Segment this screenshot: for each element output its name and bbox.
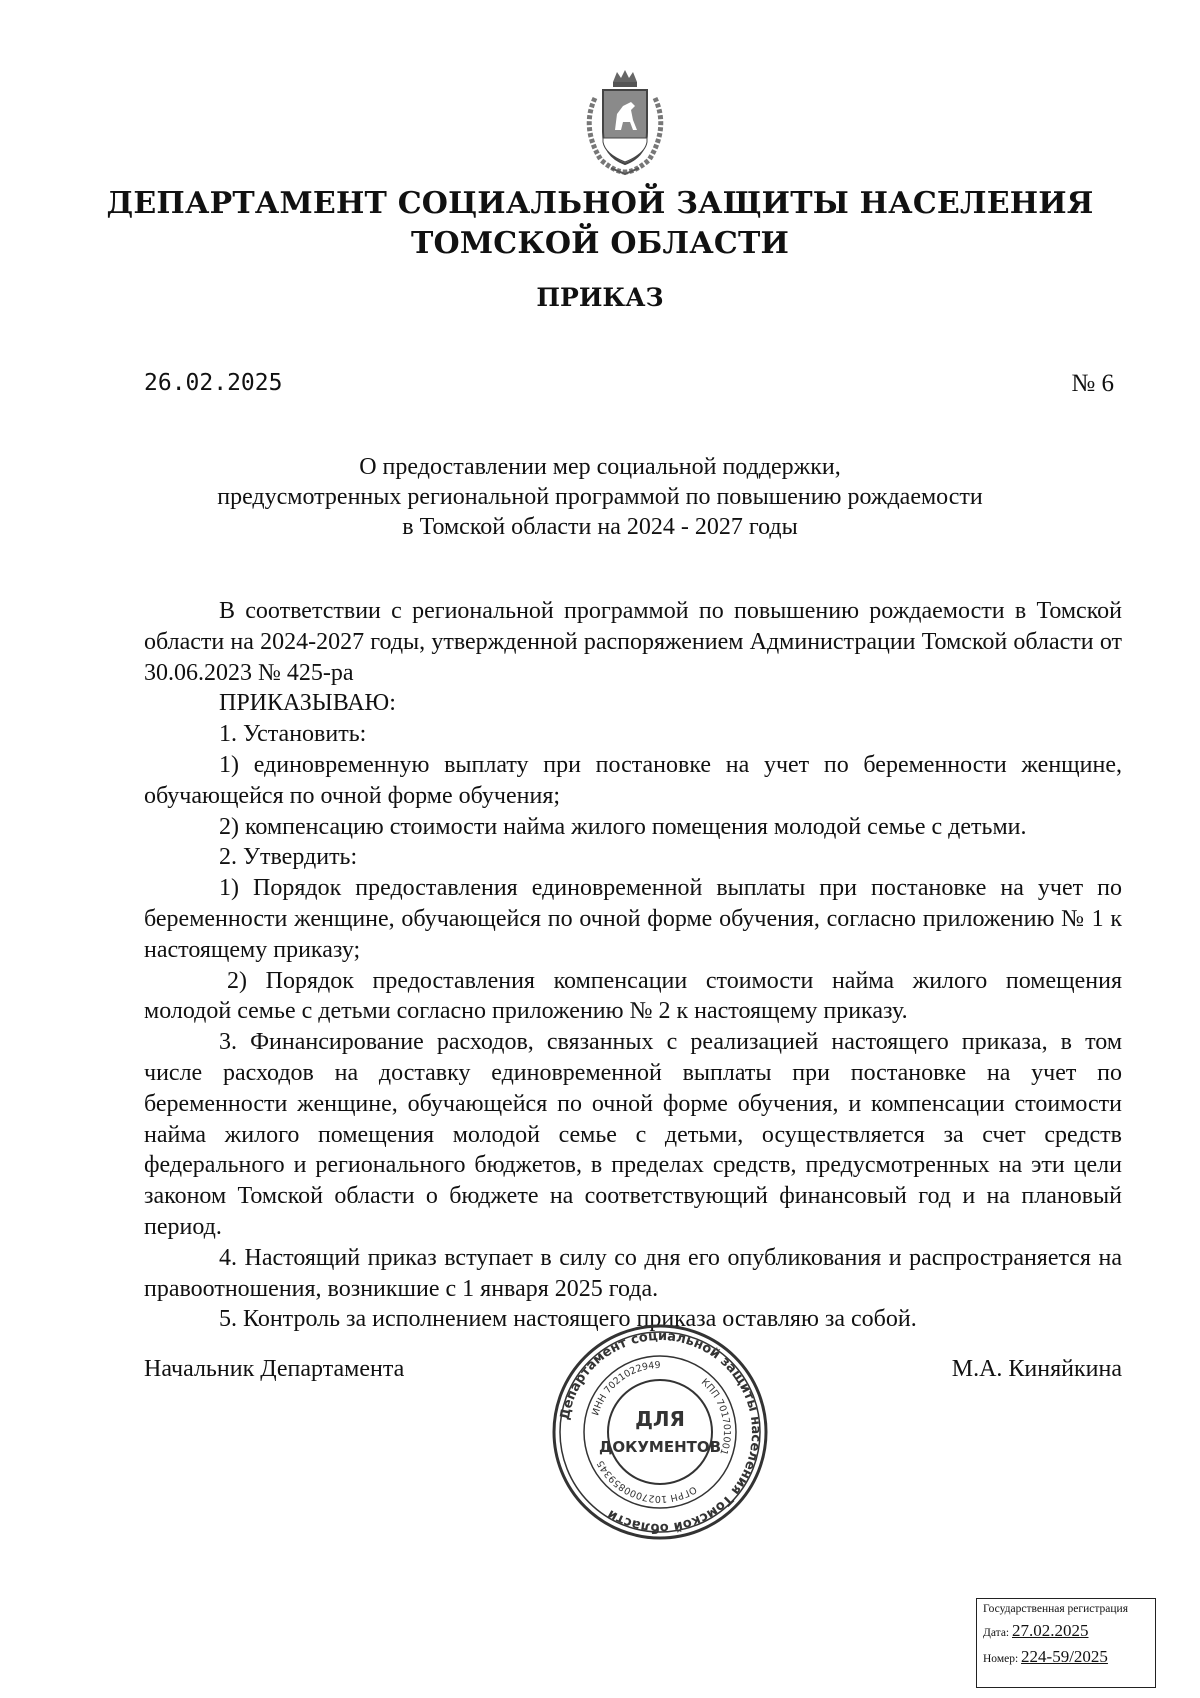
clause-1-heading: 1. Установить:	[219, 721, 367, 748]
clause-2-item-2: 2) Порядок предоставления компенсации стоимости найма жилого помещения молодой семье с детьми согласно приложению № 2 к настоящему приказу.	[144, 967, 1122, 1025]
clause-4: 4. Настоящий приказ вступает в силу со дня его опубликования и распространяется на правоотношения, возникшие с 1 января 2025 года.	[144, 1244, 1122, 1302]
clause-2-item-1: 1) Порядок предоставления единовременной выплаты при постановке на учет по беременности женщине, обучающейся по очной форме обучения, согласно приложению № 1 к настоящему приказу;	[144, 875, 1122, 963]
subject-line: предусмотренных региональной программой по повышению рождаемости	[217, 484, 983, 510]
registration-date-value: 27.02.2025	[1012, 1621, 1089, 1640]
clause-1-item-2: 2) компенсацию стоимости найма жилого помещения молодой семье с детьми.	[219, 813, 1027, 840]
seal-kpp: КПП 701701001	[698, 1376, 733, 1457]
department-name-line1: ДЕПАРТАМЕНТ СОЦИАЛЬНОЙ ЗАЩИТЫ НАСЕЛЕНИЯ	[106, 186, 1094, 221]
preamble-paragraph: В соответствии с региональной программой по повышению рождаемости в Томской области на 2024-2027 годы, утвержденной распоряжением Администрации Томской области от 30.06.2023 № 425-ра	[144, 598, 1122, 686]
seal-ogrn: ОГРН 1027000859345	[595, 1458, 699, 1505]
seal-ring-text: Департамент социальной защиты населения Томской области	[557, 1328, 764, 1536]
order-number: № 6	[1071, 370, 1114, 397]
clause-3: 3. Финансирование расходов, связанных с реализацией настоящего приказа, в том числе расходов на доставку единовременной выплаты при постановке на учет по беременности женщине, обучающейся по очной форме обучения, и компенсации стоимости найма жилого помещения молодой семье с детьми, осуществляется за счет средств федерального и регионального бюджетов, в пределах средств, предусмотренных на эти цели законом Томской области о бюджете на соответствующий финансовый год и на плановый период.	[144, 1029, 1122, 1240]
order-subject	[180, 452, 1020, 542]
department-name-line2: ТОМСКОЙ ОБЛАСТИ	[410, 226, 790, 261]
clause-1-item-1: 1) единовременную выплату при постановке на учет по беременности женщине, обучающейся по очной форме обучения;	[144, 751, 1122, 809]
signatory-position: Начальник Департамента	[144, 1356, 405, 1382]
svg-text:Департамент социальной защиты	[558, 1329, 763, 1535]
registration-number-value: 224-59/2025	[1021, 1647, 1108, 1666]
registration-title: Государственная регистрация	[983, 1603, 1128, 1615]
order-directive: ПРИКАЗЫВАЮ:	[219, 690, 396, 717]
state-registration-stamp	[976, 1598, 1156, 1688]
document-type: ПРИКАЗ	[536, 283, 664, 312]
signatory-name: М.А. Киняйкина	[951, 1356, 1122, 1382]
subject-line: О предоставлении мер социальной поддержки,	[359, 454, 841, 480]
seal-center-line1: ДЛЯ	[635, 1407, 685, 1431]
tomsk-coat-of-arms-icon	[575, 68, 675, 176]
registration-number-label: Номер:	[983, 1653, 1019, 1665]
clause-2-heading: 2. Утвердить:	[219, 844, 358, 871]
seal-center-line2: ДОКУМЕНТОВ	[598, 1438, 722, 1456]
clause-5: 5. Контроль за исполнением настоящего приказа оставляю за собой.	[219, 1306, 917, 1333]
order-date: 26.02.2025	[144, 370, 283, 396]
registration-date-row	[983, 1621, 1149, 1641]
subject-line: в Томской области на 2024 - 2027 годы	[402, 514, 798, 540]
official-seal	[550, 1322, 770, 1542]
svg-text:ОГРН 1027000859345	[595, 1458, 698, 1504]
order-body	[144, 596, 1122, 1335]
seal-inn: ИНН 7021022949	[590, 1359, 661, 1418]
registration-number-row	[983, 1647, 1149, 1667]
registration-date-label: Дата:	[983, 1627, 1010, 1639]
